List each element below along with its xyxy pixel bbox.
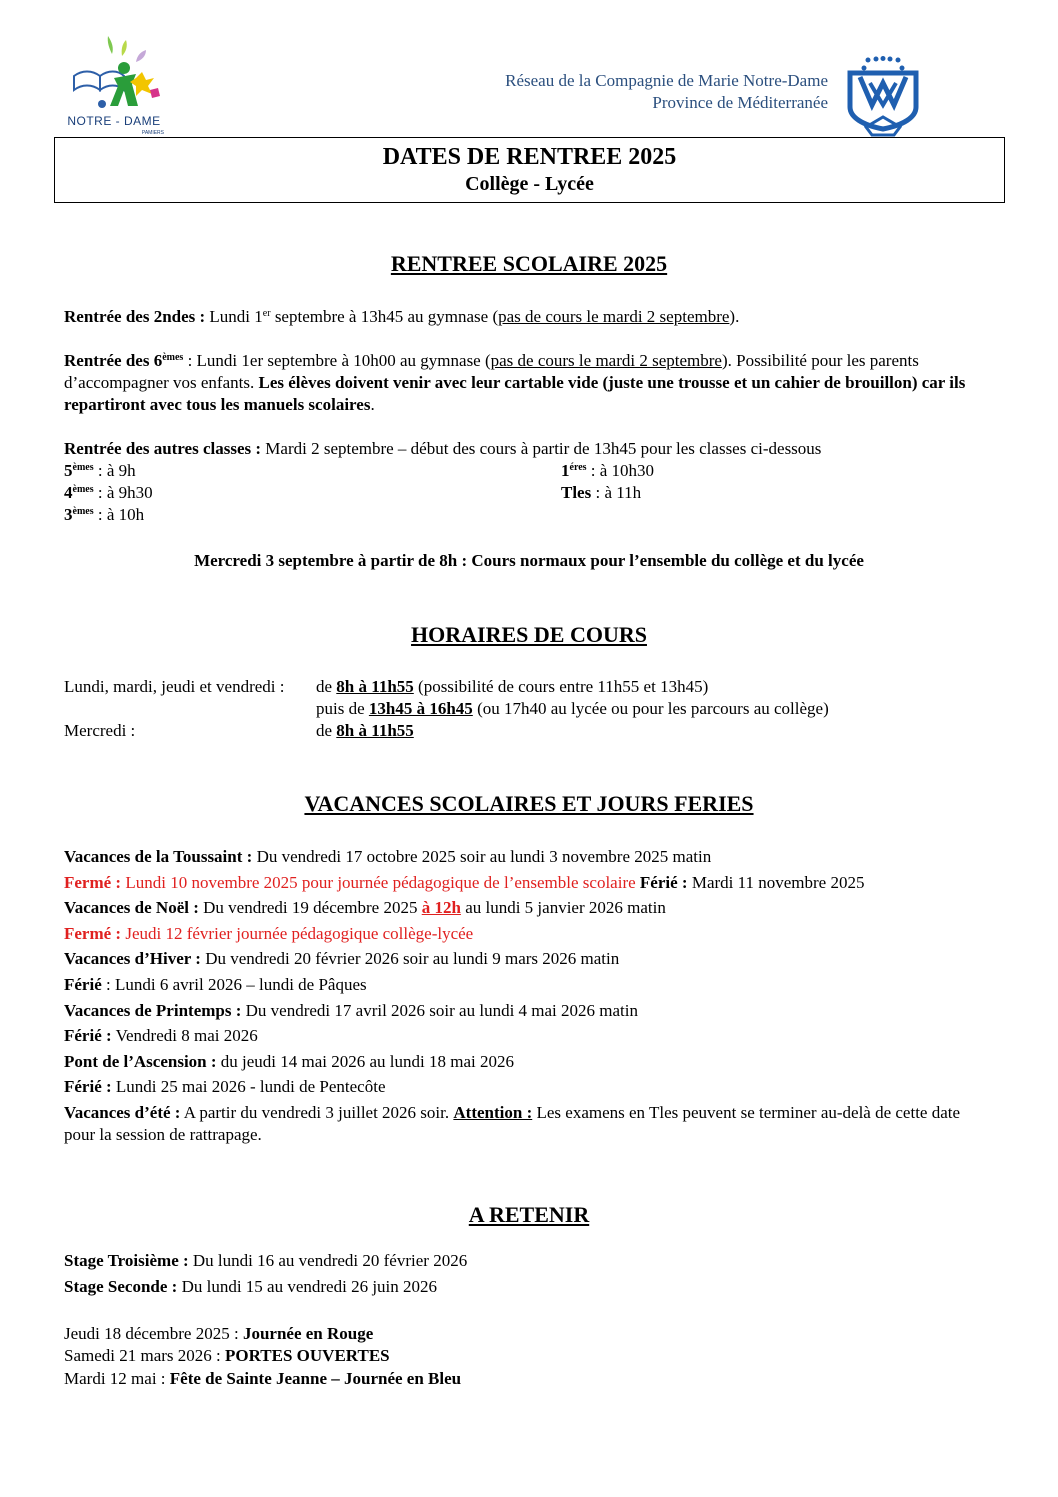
horaires-row3: de 8h à 11h55 [316,721,414,740]
event-sainte-jeanne: Mardi 12 mai : Fête de Sainte Jeanne – Journée en Bleu [64,1369,462,1388]
ferie-pentecote: Férié : Lundi 25 mai 2026 - lundi de Pentecôte [64,1077,386,1096]
class-row-5eme: 5èmes : à 9h [64,461,136,480]
ferme-10-novembre: Fermé : Lundi 10 novembre 2025 pour journée pédagogique de l’ensemble scolaire Férié : Mardi 11 novembre 2025 [64,873,865,892]
horaires-row1: de 8h à 11h55 (possibilité de cours entre 11h55 et 13h45) [316,677,709,696]
event-journee-rouge: Jeudi 18 décembre 2025 : Journée en Rouge [64,1324,374,1343]
rentree-secondes: Rentrée des 2ndes : Lundi 1er septembre à 13h45 au gymnase (pas de cours le mardi 2 septembre). [64,307,740,326]
class-row-tles: Tles : à 11h [561,483,642,502]
class-row-1ere: $1^{éres}$ : à 10h30 [561,461,655,480]
network-line-2: Province de Méditerranée [652,93,828,112]
event-portes-ouvertes: Samedi 21 mars 2026 : PORTES OUVERTES [64,1346,390,1365]
heading-retenir: A RETENIR [468,1202,590,1227]
notre-dame-logo [62,34,172,136]
network-line-1: Réseau de la Compagnie de Marie Notre-Dame [505,71,828,90]
document-subtitle: Collège - Lycée [465,173,594,195]
ferme-12-fevrier: Fermé : Jeudi 12 février journée pédagogique collège-lycée [64,924,474,943]
rentree-autres: Rentrée des autres classes : Mardi 2 septembre – début des cours à partir de 13h45 pour les classes ci-dessous [64,439,822,458]
ferie-8-mai: Férié : Vendredi 8 mai 2026 [64,1026,258,1045]
vacances-noel: Vacances de Noël : Du vendredi 19 décembre 2025 à 12h au lundi 5 janvier 2026 matin [64,898,666,917]
class-row-4eme: 4èmes : à 9h30 [64,483,153,502]
heading-vacances: VACANCES SCOLAIRES ET JOURS FERIES [304,791,754,816]
vacances-ete: Vacances d’été : A partir du vendredi 3 juillet 2026 soir. Attention : Les examens en Tles peuvent se terminer au-delà de cette date pour la session de rattrapage. [64,1103,961,1144]
ferie-paques: Férié : Lundi 6 avril 2026 – lundi de Pâques [64,975,367,994]
rentree-secondes-label: Rentrée des 2ndes : [64,307,206,326]
rentree-sixiemes-label: Rentrée des 6èmes [64,351,184,370]
title-box [54,137,1005,203]
vacances-toussaint: Vacances de la Toussaint : Du vendredi 17 octobre 2025 soir au lundi 3 novembre 2025 matin [64,847,712,866]
marie-emblem-icon [846,55,920,137]
heading-rentree: RENTREE SCOLAIRE 2025 [390,251,668,276]
logo-school-name: NOTRE - DAME [67,114,161,128]
document-title: DATES DE RENTREE 2025 [382,144,677,170]
horaires-row2: puis de 13h45 à 16h45 (ou 17h40 au lycée ou pour les parcours au collège) [316,699,829,718]
heading-horaires: HORAIRES DE COURS [411,622,647,647]
vacances-hiver: Vacances d’Hiver : Du vendredi 20 février 2026 soir au lundi 9 mars 2026 matin [64,949,620,968]
compagnie-marie-emblem [846,55,920,137]
rentree-autres-label: Rentrée des autres classes : [64,439,262,458]
horaires-row1-label: Lundi, mardi, jeudi et vendredi : [64,677,285,696]
logo-school-city: PAMIERS [141,130,164,136]
vacances-printemps: Vacances de Printemps : Du vendredi 17 avril 2026 soir au lundi 4 mai 2026 matin [64,1001,638,1020]
rentree-sixiemes: Rentrée des 6èmes : Lundi 1er septembre à 10h00 au gymnase (pas de cours le mardi 2 septembre). Possibilité pour les parents d’accompagner vos enfants. Les élèves doivent venir avec leur cartable vide (juste une trousse et un cahier de brouillon) car ils repartiront avec tous les manuels scolaires. [64,351,966,414]
pont-ascension: Pont de l’Ascension : du jeudi 14 mai 2026 au lundi 18 mai 2026 [64,1052,514,1071]
class-row-3eme: 3èmes : à 10h [64,505,145,524]
notre-dame-logo-icon [62,34,172,116]
mercredi-cours-normaux: Mercredi 3 septembre à partir de 8h : Cours normaux pour l’ensemble du collège et du lycée [194,551,864,570]
network-info [505,70,828,114]
stage-seconde: Stage Seconde : Du lundi 15 au vendredi 26 juin 2026 [64,1277,438,1296]
stage-troisieme: Stage Troisième : Du lundi 16 au vendredi 20 février 2026 [64,1251,468,1270]
horaires-row3-label: Mercredi : [64,721,136,740]
